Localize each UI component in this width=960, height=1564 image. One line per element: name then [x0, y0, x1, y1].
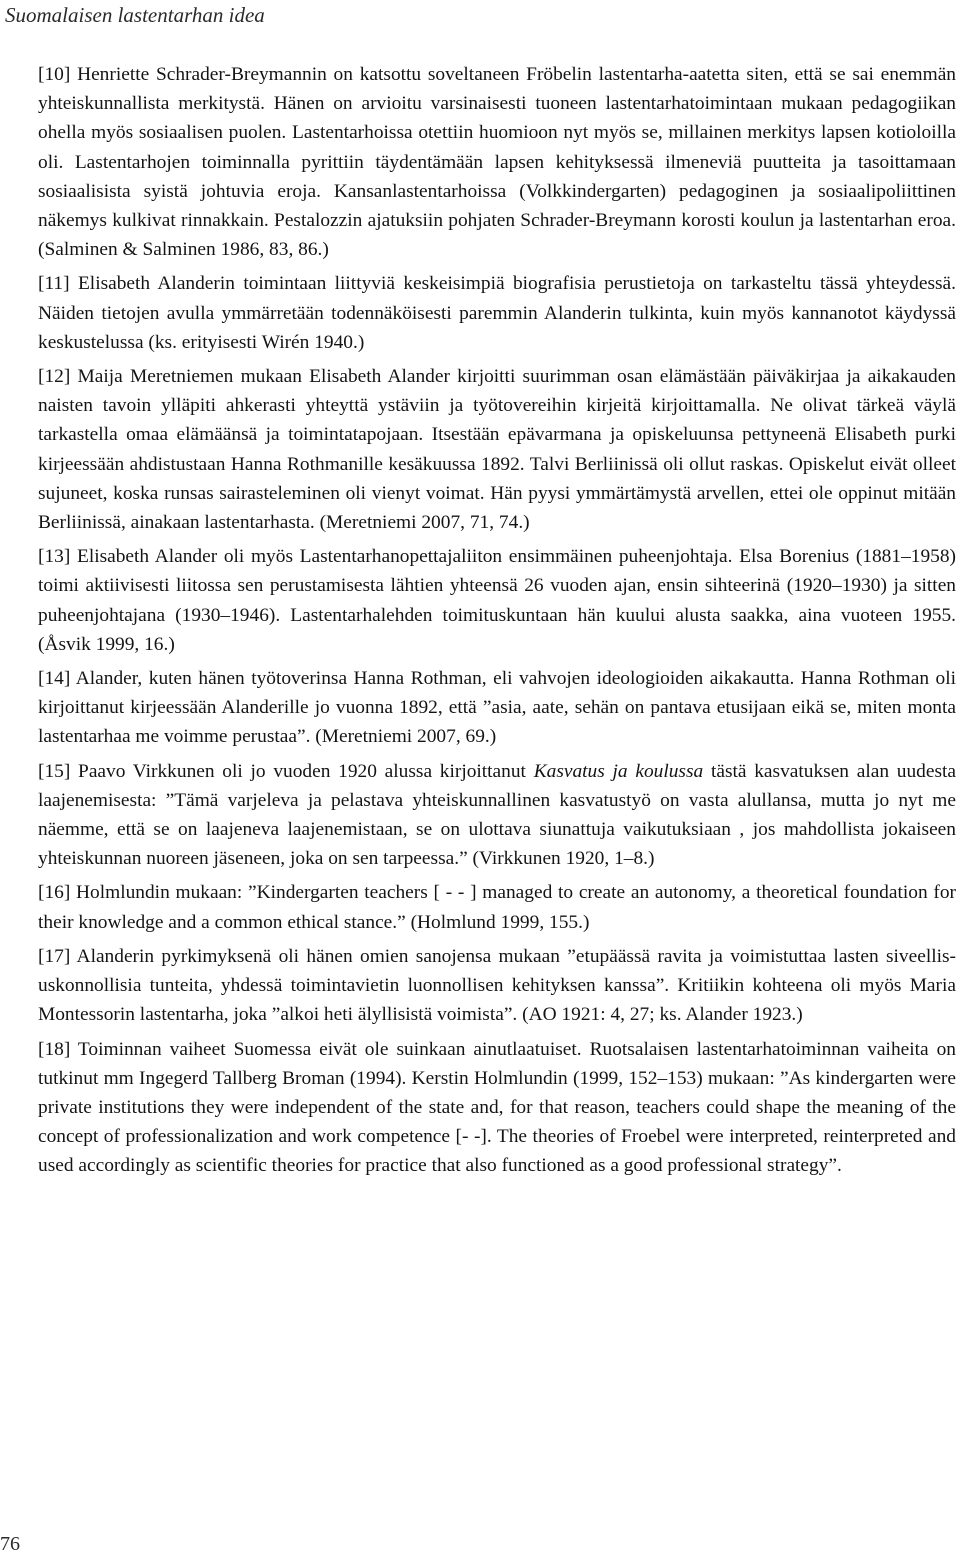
endnote-12: [12] Maija Meretniemen mukaan Elisabeth Alander kirjoitti suurimman osan elämästään päiväkirjaa ja aikakauden naisten tavoin ylläpiti ahkerasti yhteyttä ystäviin ja työtovereihin kirjeitä kirjoittamalla. Ne olivat tärkeä väylä tarkastella omaa elämäänsä ja toimintatapojaan. Itsestään epävarmana ja opiskeluunsa pettyneenä Elisabeth purki kirjeessään ahdistustaan Hanna Rothmanille kesäkuussa 1892. Talvi Berliinissä oli ollut raskas. Opiskelut eivät olleet sujuneet, koska runsas sairasteleminen oli vienyt voimat. Hän pyysi ymmärtämystä arvellen, ettei ole oppinut mitään Berliinissä, ainakaan lastentarhasta. (Meretniemi 2007, 71, 74.) — [38, 366, 956, 534]
endnote-13: [13] Elisabeth Alander oli myös Lastentarhanopettajaliiton ensimmäinen puheenjohtaja. Elsa Borenius (1881–1958) toimi aktiivisesti liitossa sen perustamisesta lähtien yhteensä 26 vuoden ajan, ensin sihteerinä (1920–1930) ja sitten puheenjohtajana (1930–1946). Lastentarhalehden toimituskuntaan hän kuului alusta saakka, aina vuoteen 1955. (Åsvik 1999, 16.) — [38, 546, 956, 655]
endnote-15-text-end: tästä kasvatuksen alan uudesta laajenemisesta: ”Tämä varjeleva ja pelastava yhteiskunnallinen kasvatustyö on vasta alullansa, mutta jo nyt me näemme, että se on laajeneva laajenemistaan, se on ulottava siunattuja vaikutuksiaan , jos mahdollista jokaiseen yhteiskunnan nuoreen jäseneen, joka on sen tarpeessa.” (Virkkunen 1920, 1–8.) — [38, 760, 956, 870]
running-title: Suomalaisen lastentarhan idea — [5, 3, 265, 27]
endnote-18: [18] Toiminnan vaiheet Suomessa eivät ole suinkaan ainutlaatuiset. Ruotsalaisen lastentarhatoiminnan vaiheita on tutkinut mm Ingegerd Tallberg Broman (1994). Kerstin Holmlundin (1999, 152–153) mukaan: ”As kindergarten were private institutions they were independent of the state and, for that reason, teachers could shape the meaning of the concept of professionalization and work competence [- -]. The theories of Froebel were interpreted, reinterpreted and used accordingly as scientific theories for practice that also functioned as a good professional strategy”. — [38, 1038, 956, 1177]
endnote-17: [17] Alanderin pyrkimyksenä oli hänen omien sanojensa mukaan ”etupäässä ravita ja voimistuttaa lasten siveellis-uskonnollisia tunteita, yhdessä toimintavietin luonnollisen kehityksen kanssa”. Kritiikin kohteena oli myös Maria Montessorin lastentarha, joka ”alkoi heti älyllisistä voimista”. (AO 1921: 4, 27; ks. Alander 1923.) — [38, 945, 956, 1026]
endnote-10: [10] Henriette Schrader-Breymannin on katsottu soveltaneen Fröbelin lastentarha-aatetta siten, että se sai enemmän yhteiskunnallista merkitystä. Hänen on arvioitu varsinaisesti tuoneen lastentarhatoimintaan mukaan pedagogiikan ohella myös sosiaalisen puolen. Lastentarhoissa otettiin huomioon nyt myös se, millainen merkitys lapsen kotioloilla oli. Lastentarhojen toiminnalla pyrittiin täydentämään lapsen kehityksessä ilmeneviä puutteita ja tasoittamaan sosiaalisista syistä johtuvia eroja. Kansanlastentarhoissa (Volkkindergarten) pedagoginen ja sosiaalipoliittinen näkemys kulkivat rinnakkain. Pestalozzin ajatuksiin pohjaten Schrader-Breymann korosti koulun ja lastentarhan eroa. (Salminen & Salminen 1986, 83, 86.) — [38, 64, 956, 261]
endnote-15-text-start: [15] Paavo Virkkunen oli jo vuoden 1920 alussa kirjoittanut — [38, 760, 534, 782]
endnotes-section — [38, 60, 956, 1186]
endnote-11: [11] Elisabeth Alanderin toimintaan liittyviä keskeisimpiä biografisia perustietoja on tarkasteltu tässä yhteydessä. Näiden tietojen avulla ymmärretään todennäköisesti paremmin Alanderin tulkinta, kuin myös kannanotot käydyssä keskustelussa (ks. erityisesti Wirén 1940.) — [38, 273, 956, 353]
page-number: 76 — [0, 1533, 20, 1555]
endnote-15 — [38, 757, 956, 874]
endnote-16: [16] Holmlundin mukaan: ”Kindergarten teachers [ - - ] managed to create an autonomy, a theoretical foundation for their knowledge and a common ethical stance.” (Holmlund 1999, 155.) — [38, 882, 956, 933]
endnote-14: [14] Alander, kuten hänen työtoverinsa Hanna Rothman, eli vahvojen ideologioiden aikakautta. Hanna Rothman oli kirjoittanut kirjeessään Alanderille jo vuonna 1892, että ”asia, aate, sehän on pantava etusijaan eikä se, miten monta lastentarhaa me voimme perustaa”. (Meretniemi 2007, 69.) — [38, 668, 956, 748]
publication-title: Kasvatus ja koulussa — [533, 760, 704, 782]
